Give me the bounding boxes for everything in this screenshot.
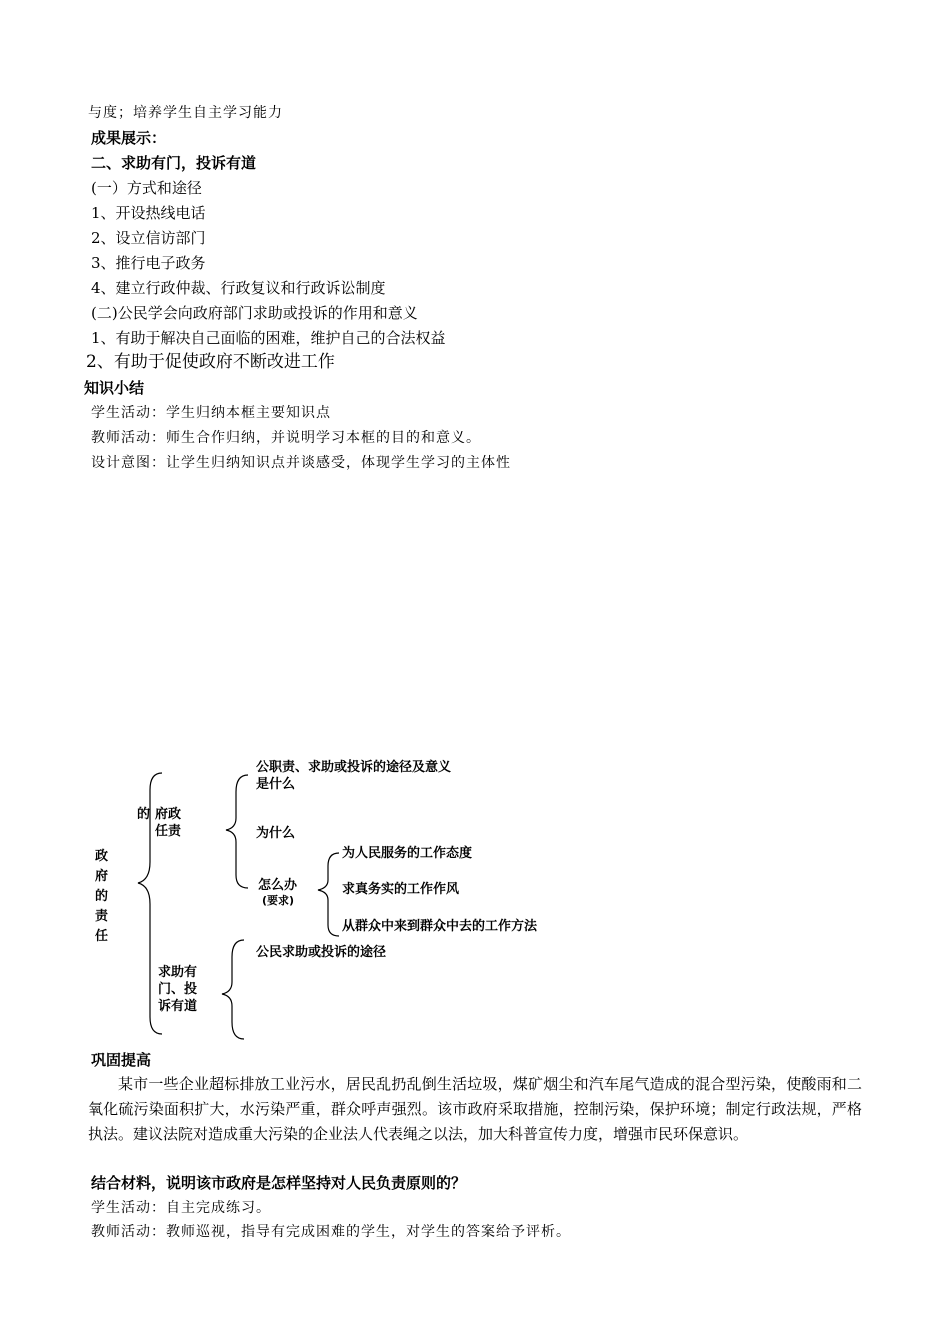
list-item: 3、推行电子政务 [91,254,206,272]
diagram-leaf: 公民求助或投诉的途径 [256,945,387,960]
diagram-node: 公职责、求助或投诉的途径及意义 [256,760,452,775]
diagram-node: 的 [137,807,151,822]
diagram-node: 求助有 [158,965,198,980]
diagram-node: 为什么 [256,826,296,841]
practice-student: 学生活动：自主完成练习。 [91,1200,271,1216]
list-item: 1、有助于解决自己面临的困难，维护自己的合法权益 [91,329,446,347]
summary-design: 设计意图：让学生归纳知识点并谈感受，体现学生学习的主体性 [91,455,511,471]
diagram-node-note: (要求) [262,894,295,907]
results-heading: 成果展示： [91,129,167,147]
list-item: 4、建立行政仲裁、行政复议和行政诉讼制度 [91,279,386,297]
practice-question: 结合材料，说明该市政府是怎样坚持对人民负责原则的？ [91,1174,467,1192]
diagram-node: 是什么 [256,777,296,792]
subheading-meaning: (二)公民学会向政府部门求助或投诉的作用和意义 [91,304,418,322]
subheading-methods: (一）方式和途径 [91,179,202,197]
list-item: 2、设立信访部门 [91,229,206,247]
diagram-leaf: 求真务实的工作作风 [342,882,460,897]
how-brace [318,853,339,936]
diagram-root: 政府的责任 [95,849,109,944]
summary-student: 学生活动：学生归纳本框主要知识点 [91,405,331,421]
branch2-brace [222,940,244,1039]
section-heading: 二、求助有门，投诉有道 [91,154,257,172]
summary-teacher: 教师活动：师生合作归纳，并说明学习本框的目的和意义。 [91,430,481,446]
diagram-node: 怎么办 [258,878,298,893]
branch1-brace [226,775,248,888]
practice-heading: 巩固提高 [91,1051,152,1069]
text-line: 与度；培养学生自主学习能力 [88,105,283,121]
diagram-node: 门、投 [158,982,198,997]
practice-material: 某市一些企业超标排放工业污水，居民乱扔乱倒生活垃圾，煤矿烟尘和汽车尾气造成的混合型污染，使酸雨和二氧化硫污染面积扩大，水污染严重，群众呼声强烈。该市政府采取措施，控制污染，保护环境；制定行政法规，严格执法。建议法院对造成重大污染的企业法人代表绳之以法，加大科普宣传力度，增强市民环保意识。 [88,1075,862,1143]
diagram-leaf: 从群众中来到群众中去的工作方法 [342,919,538,934]
diagram-node: 府政 [155,807,182,822]
practice-teacher: 教师活动：教师巡视，指导有完成困难的学生，对学生的答案给予评析。 [91,1224,571,1240]
diagram-node: 诉有道 [158,999,198,1014]
list-item: 2、有助于促使政府不断改进工作 [86,352,335,372]
summary-heading: 知识小结 [84,379,145,397]
diagram-node: 任责 [155,824,182,839]
diagram-leaf: 为人民服务的工作态度 [342,846,473,861]
list-item: 1、开设热线电话 [91,204,206,222]
